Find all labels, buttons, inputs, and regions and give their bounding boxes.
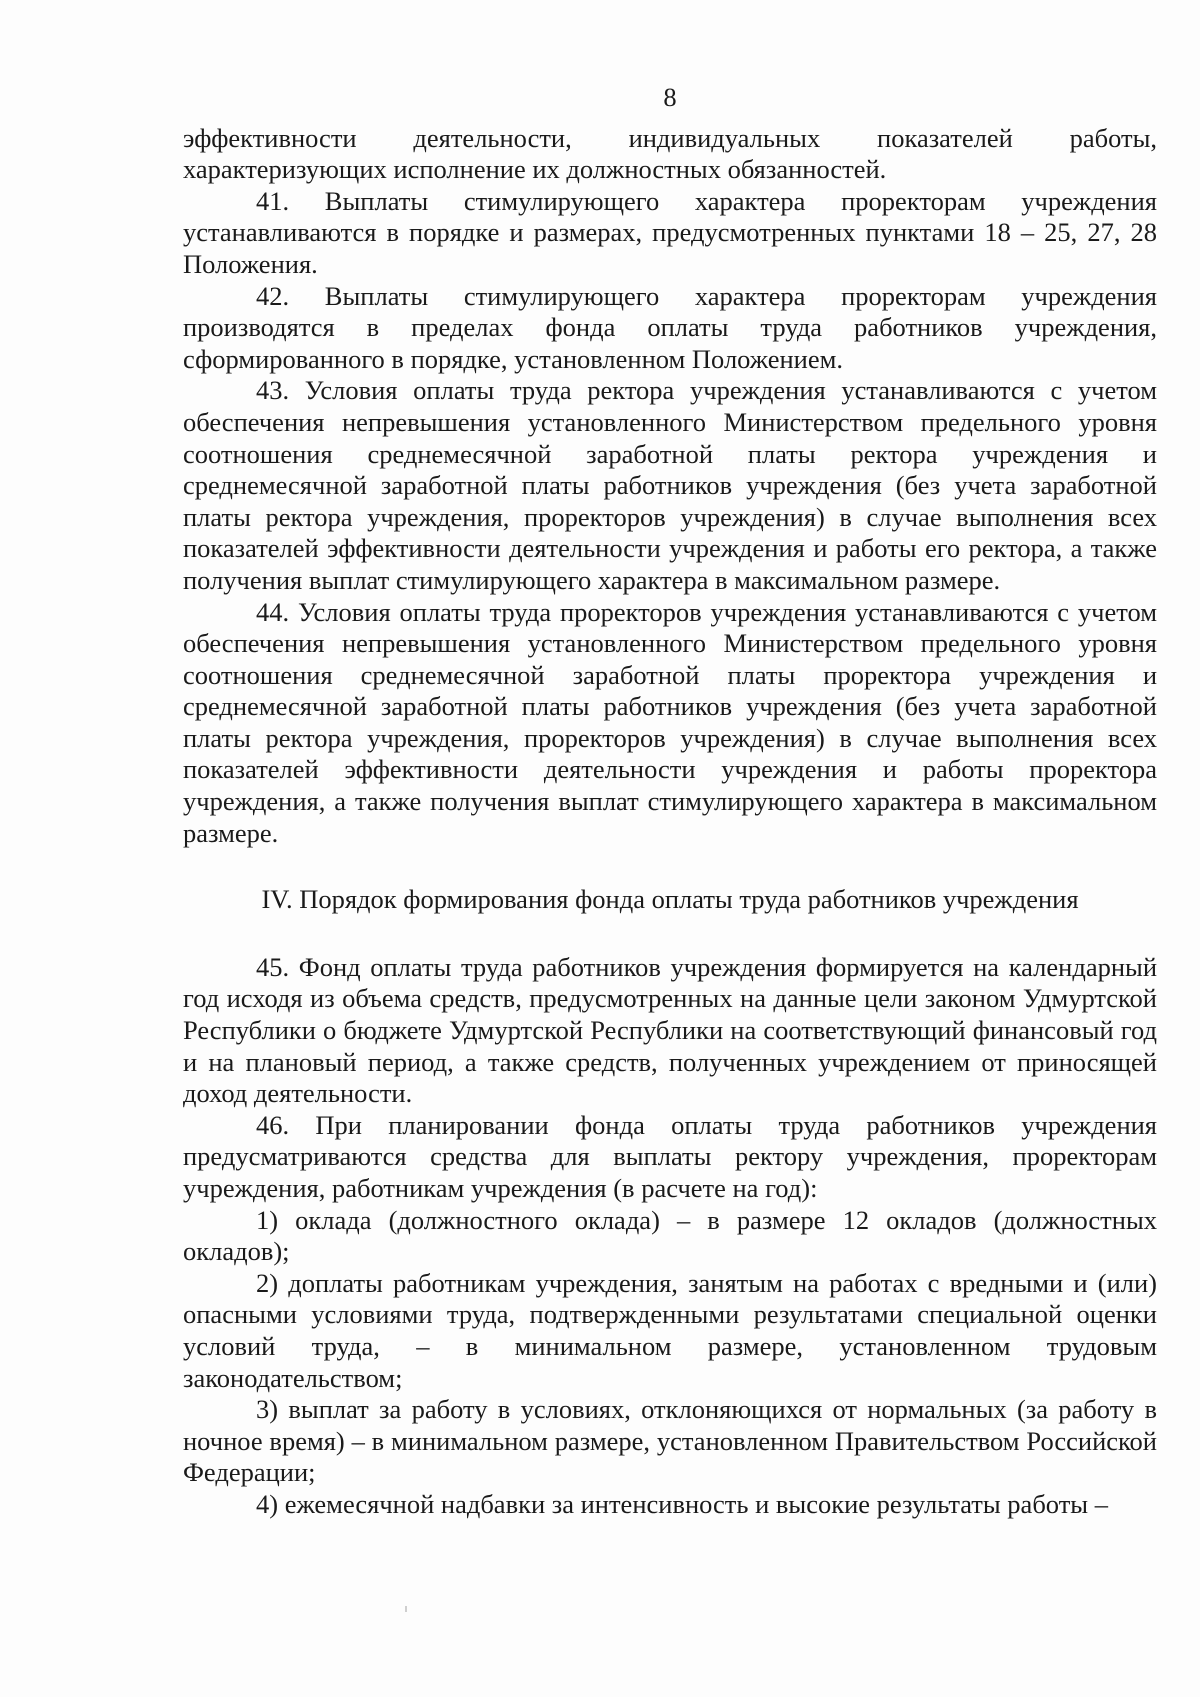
list-item-2: 2) доплаты работникам учреждения, занятым на работах с вредными и (или) опасными условиями труда, подтвержденными результатами специальной оценки условий труда, – в минимальном размере, установленном трудовым законодательством; [183,1267,1157,1393]
list-item-1: 1) оклада (должностного оклада) – в размере 12 окладов (должностных окладов); [183,1204,1157,1267]
paragraph-continuation: эффективности деятельности, индивидуальных показателей работы, характеризующих исполнение их должностных обязанностей. [183,122,1157,185]
paragraph-44: 44. Условия оплаты труда проректоров учреждения устанавливаются с учетом обеспечения непревышения установленного Министерством предельного уровня соотношения среднемесячной заработной платы проректора учреждения и среднемесячной заработной платы работников учреждения (без учета заработной платы ректора учреждения, проректоров учреждения) в случае выполнения всех показателей эффективности деятельности учреждения и работы проректора учреждения, а также получения выплат стимулирующего характера в максимальном размере. [183,596,1157,848]
document-body [183,82,1157,1521]
page-number: 8 [663,82,677,112]
paragraph-42: 42. Выплаты стимулирующего характера проректорам учреждения производятся в пределах фонда оплаты труда работников учреждения, сформированного в порядке, установленном Положением. [183,280,1157,374]
section-heading: IV. Порядок формирования фонда оплаты труда работников учреждения [261,884,1079,915]
scan-mark [405,1606,407,1612]
paragraph-45: 45. Фонд оплаты труда работников учреждения формируется на календарный год исходя из объема средств, предусмотренных на данные цели законом Удмуртской Республики о бюджете Удмуртской Республики на соответствующий финансовый год и на плановый период, а также средств, полученных учреждением от приносящей доход деятельности. [183,951,1157,1109]
paragraph-46: 46. При планировании фонда оплаты труда работников учреждения предусматриваются средства для выплаты ректору учреждения, проректорам учреждения, работникам учреждения (в расчете на год): [183,1109,1157,1203]
paragraph-41: 41. Выплаты стимулирующего характера проректорам учреждения устанавливаются в порядке и размерах, предусмотренных пунктами 18 – 25, 27, 28 Положения. [183,185,1157,279]
paragraph-43: 43. Условия оплаты труда ректора учреждения устанавливаются с учетом обеспечения непревышения установленного Министерством предельного уровня соотношения среднемесячной заработной платы ректора учреждения и среднемесячной заработной платы работников учреждения (без учета заработной платы ректора учреждения, проректоров учреждения) в случае выполнения всех показателей эффективности деятельности учреждения и работы его ректора, а также получения выплат стимулирующего характера в максимальном размере. [183,375,1157,595]
list-item-3: 3) выплат за работу в условиях, отклоняющихся от нормальных (за работу в ночное время) – в минимальном размере, установленном Правительством Российской Федерации; [183,1394,1157,1488]
list-item-4: 4) ежемесячной надбавки за интенсивность и высокие результаты работы – [256,1488,1108,1519]
